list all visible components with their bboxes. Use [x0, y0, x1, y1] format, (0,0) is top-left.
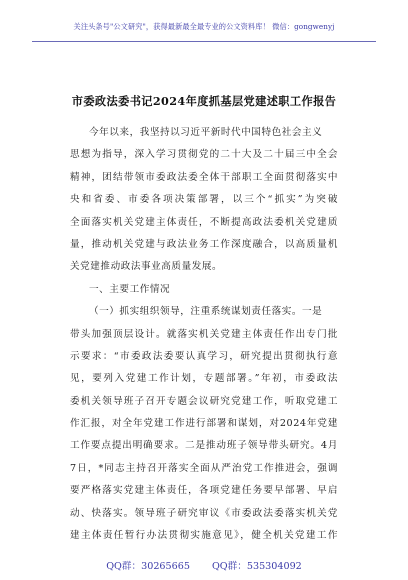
- section-heading: 一、主要工作情况: [89, 283, 171, 295]
- header-note: 关注头条号"公文研究"，获得最新最全最专业的公文资料库！ 微信：gongwenyj: [73, 22, 335, 31]
- body-line: （一）抓实组织领导，注重系统谋划责任落实。一是: [89, 306, 323, 318]
- body-line: 精神，团结带领市委政法委全体干部职工全面贯彻落实中: [70, 171, 338, 183]
- footer-qq-group-1: QQ群：30265665: [106, 561, 190, 572]
- body-line: 央和省委、市委各项决策部署，以三个“抓实”为突破: [70, 194, 338, 206]
- body-line: 思想为指导，深入学习贯彻党的二十大及二十届三中全会: [70, 149, 338, 161]
- document-body: [70, 122, 338, 547]
- body-line: 7日，*同志主持召开落实全面从严治党工作推进会，强调: [70, 462, 338, 474]
- body-line: 今年以来，我坚持以习近平新时代中国特色社会主义: [89, 127, 323, 138]
- header-divider: [32, 41, 376, 42]
- body-line: 关党建推动政法事业高质量发展。: [70, 261, 223, 273]
- body-line: 量，推动机关党建与政法业务工作深度融合，以高质量机: [70, 238, 338, 250]
- body-line: 动、快落实。领导班子研究审议《市委政法委落实机关党: [70, 507, 338, 519]
- body-line: 作汇报，对全年党建工作进行部署和谋划，对2024年党建: [70, 418, 338, 430]
- body-line: 见，要列入党建工作计划，专题部署。”年初，市委政法: [70, 373, 338, 385]
- document-title: 市委政法委书记2024年度抓基层党建述职工作报告: [71, 94, 337, 108]
- body-line: 全面落实机关党建主体责任，不断提高政法委机关党建质: [70, 216, 338, 228]
- footer-contact: [0, 558, 408, 572]
- body-line: 示要求：“市委政法委要认真学习，研究提出贯彻执行意: [70, 350, 338, 362]
- body-line: 委机关领导班子召开专题会议研究党建工作，听取党建工: [70, 395, 338, 407]
- body-line: 带头加强顶层设计。就落实机关党建主体责任作出专门批: [70, 328, 338, 340]
- footer-qq-group-2: QQ群：535304092: [211, 561, 302, 572]
- body-line: 要严格落实党建主体责任，各项党建任务要早部署、早启: [70, 485, 338, 497]
- body-line: 建主体责任暂行办法贯彻实施意见》，健全机关党建工作: [70, 530, 338, 542]
- body-line: 工作要点提出明确要求。二是推动班子领导带头研究。4月: [70, 440, 338, 452]
